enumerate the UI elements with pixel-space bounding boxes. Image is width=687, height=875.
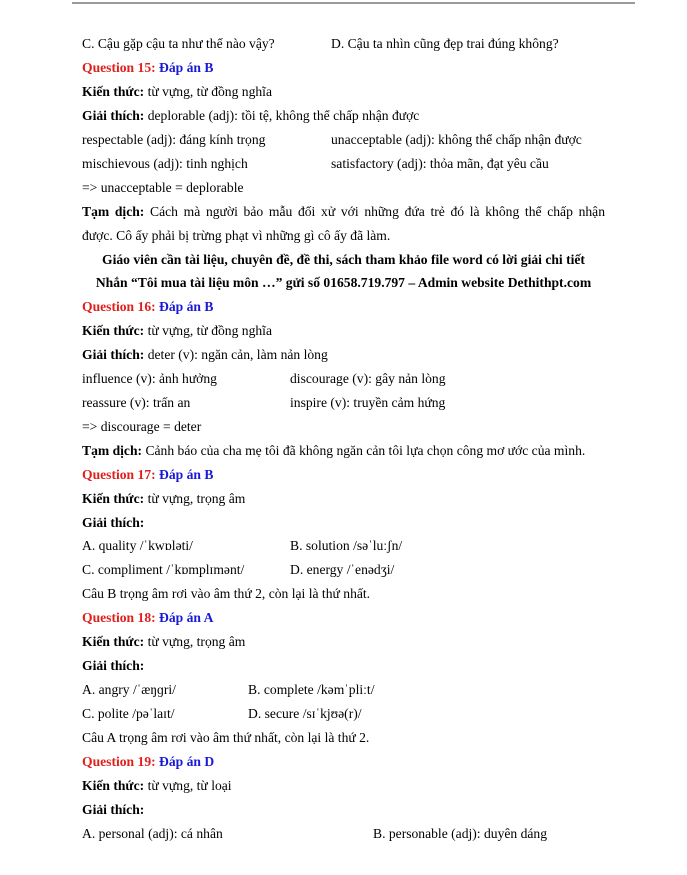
promo-line-2: Nhắn “Tôi mua tài liệu môn …” gửi số 01658.719.797 – Admin website Dethithpt.com [95, 275, 592, 290]
q19-heading [82, 753, 214, 771]
q15-heading [82, 59, 213, 77]
q16-option-row [82, 394, 446, 412]
q17-conclusion: Câu B trọng âm rơi vào âm thứ 2, còn lại là thứ nhất. [82, 586, 371, 601]
question-label: Question 18: [82, 610, 156, 625]
pronunciation-option: C. polite /pəˈlaɪt/ [82, 706, 175, 721]
answer-label: Đáp án B [159, 299, 214, 314]
knowledge-label: Kiến thức: [82, 634, 145, 649]
knowledge-label: Kiến thức: [82, 778, 145, 793]
q18-knowledge [82, 633, 245, 651]
promo-line-1: Giáo viên cần tài liệu, chuyên đề, đề thi, sách tham khảo file word có lời giải chi tiết [102, 252, 585, 267]
pronunciation-option: A. quality /ˈkwɒləti/ [82, 538, 193, 553]
q17-explain-label: Giải thích: [82, 515, 145, 530]
pronunciation-option: B. complete /kəmˈpliːt/ [248, 682, 375, 697]
q16-heading [82, 298, 213, 316]
question-label: Question 16: [82, 299, 156, 314]
q16-translation [82, 442, 585, 460]
vocab-option: unacceptable (adj): không thể chấp nhận được [331, 132, 582, 147]
q18-explain-label: Giải thích: [82, 658, 145, 673]
knowledge-label: Kiến thức: [82, 491, 145, 506]
q18-option-row [82, 705, 362, 723]
vocab-option: reassure (v): trấn an [82, 395, 191, 410]
knowledge-text: từ vựng, từ loại [147, 778, 232, 793]
q16-option-row [82, 370, 446, 388]
q16-conclusion: => discourage = deter [82, 419, 202, 434]
question-label: Question 17: [82, 467, 156, 482]
vocab-option: influence (v): ảnh hưởng [82, 371, 217, 386]
knowledge-text: từ vựng, từ đồng nghĩa [147, 84, 272, 99]
translation-label: Tạm dịch: [82, 443, 143, 458]
q19-option-row [82, 825, 548, 843]
answer-label: Đáp án B [159, 467, 214, 482]
q17-option-row [82, 537, 403, 555]
vocab-option: respectable (adj): đáng kính trọng [82, 132, 266, 147]
q17-option-row [82, 561, 395, 579]
q15-conclusion: => unacceptable = deplorable [82, 180, 244, 195]
vocab-option: satisfactory (adj): thỏa mãn, đạt yêu cầu [331, 156, 549, 171]
knowledge-text: từ vựng, từ đồng nghĩa [147, 323, 272, 338]
vocab-option: B. personable (adj): duyên dáng [373, 826, 548, 841]
option-d: D. Cậu ta nhìn cũng đẹp trai đúng không? [331, 36, 559, 51]
q19-explain-label: Giải thích: [82, 802, 145, 817]
explain-text: deplorable (adj): tồi tệ, không thể chấp nhận được [147, 108, 420, 123]
knowledge-label: Kiến thức: [82, 323, 145, 338]
knowledge-label: Kiến thức: [82, 84, 145, 99]
vocab-option: discourage (v): gây nản lòng [290, 371, 446, 386]
q16-explain [82, 346, 328, 364]
answer-label: Đáp án B [159, 60, 214, 75]
q18-option-row [82, 681, 375, 699]
question-label: Question 15: [82, 60, 156, 75]
q15-translation-line1 [82, 203, 605, 221]
q15-knowledge [82, 83, 272, 101]
vocab-option: mischievous (adj): tinh nghịch [82, 156, 248, 171]
q15-option-row [82, 131, 582, 149]
q16-knowledge [82, 322, 272, 340]
pronunciation-option: D. secure /sɪˈkjʊə(r)/ [248, 706, 362, 721]
question-label: Question 19: [82, 754, 156, 769]
q19-knowledge [82, 777, 232, 795]
translation-text: Cảnh báo của cha mẹ tôi đã không ngăn cản tôi lựa chọn công mơ ước của mình. [145, 443, 586, 458]
answer-label: Đáp án A [159, 610, 214, 625]
explain-label: Giải thích: [82, 347, 145, 362]
q15-explain [82, 107, 419, 125]
q18-conclusion: Câu A trọng âm rơi vào âm thứ nhất, còn lại là thứ 2. [82, 730, 370, 745]
translation-label: Tạm dịch: [82, 204, 145, 219]
pronunciation-option: D. energy /ˈenədʒi/ [290, 562, 395, 577]
page-top-rule [72, 2, 635, 4]
q14-options-row [82, 35, 559, 53]
translation-text: Cách mà người bảo mẫu đối xử với những đứa trẻ đó là không thể chấp nhận [150, 204, 605, 219]
q17-knowledge [82, 490, 245, 508]
option-c: C. Cậu gặp cậu ta như thế nào vậy? [82, 36, 275, 51]
answer-label: Đáp án D [159, 754, 215, 769]
pronunciation-option: A. angry /ˈæŋɡri/ [82, 682, 176, 697]
knowledge-text: từ vựng, trọng âm [147, 491, 246, 506]
knowledge-text: từ vựng, trọng âm [147, 634, 246, 649]
explain-label: Giải thích: [82, 108, 145, 123]
pronunciation-option: B. solution /səˈluːʃn/ [290, 538, 403, 553]
pronunciation-option: C. compliment /ˈkɒmplɪmənt/ [82, 562, 245, 577]
vocab-option: A. personal (adj): cá nhân [82, 826, 223, 841]
q15-translation-line2: được. Cô ấy phải bị trừng phạt vì những gì cô ấy đã làm. [82, 228, 391, 243]
vocab-option: inspire (v): truyền cảm hứng [290, 395, 446, 410]
explain-text: deter (v): ngăn cản, làm nản lòng [147, 347, 328, 362]
q15-option-row [82, 155, 549, 173]
q18-heading [82, 609, 213, 627]
q17-heading [82, 466, 213, 484]
